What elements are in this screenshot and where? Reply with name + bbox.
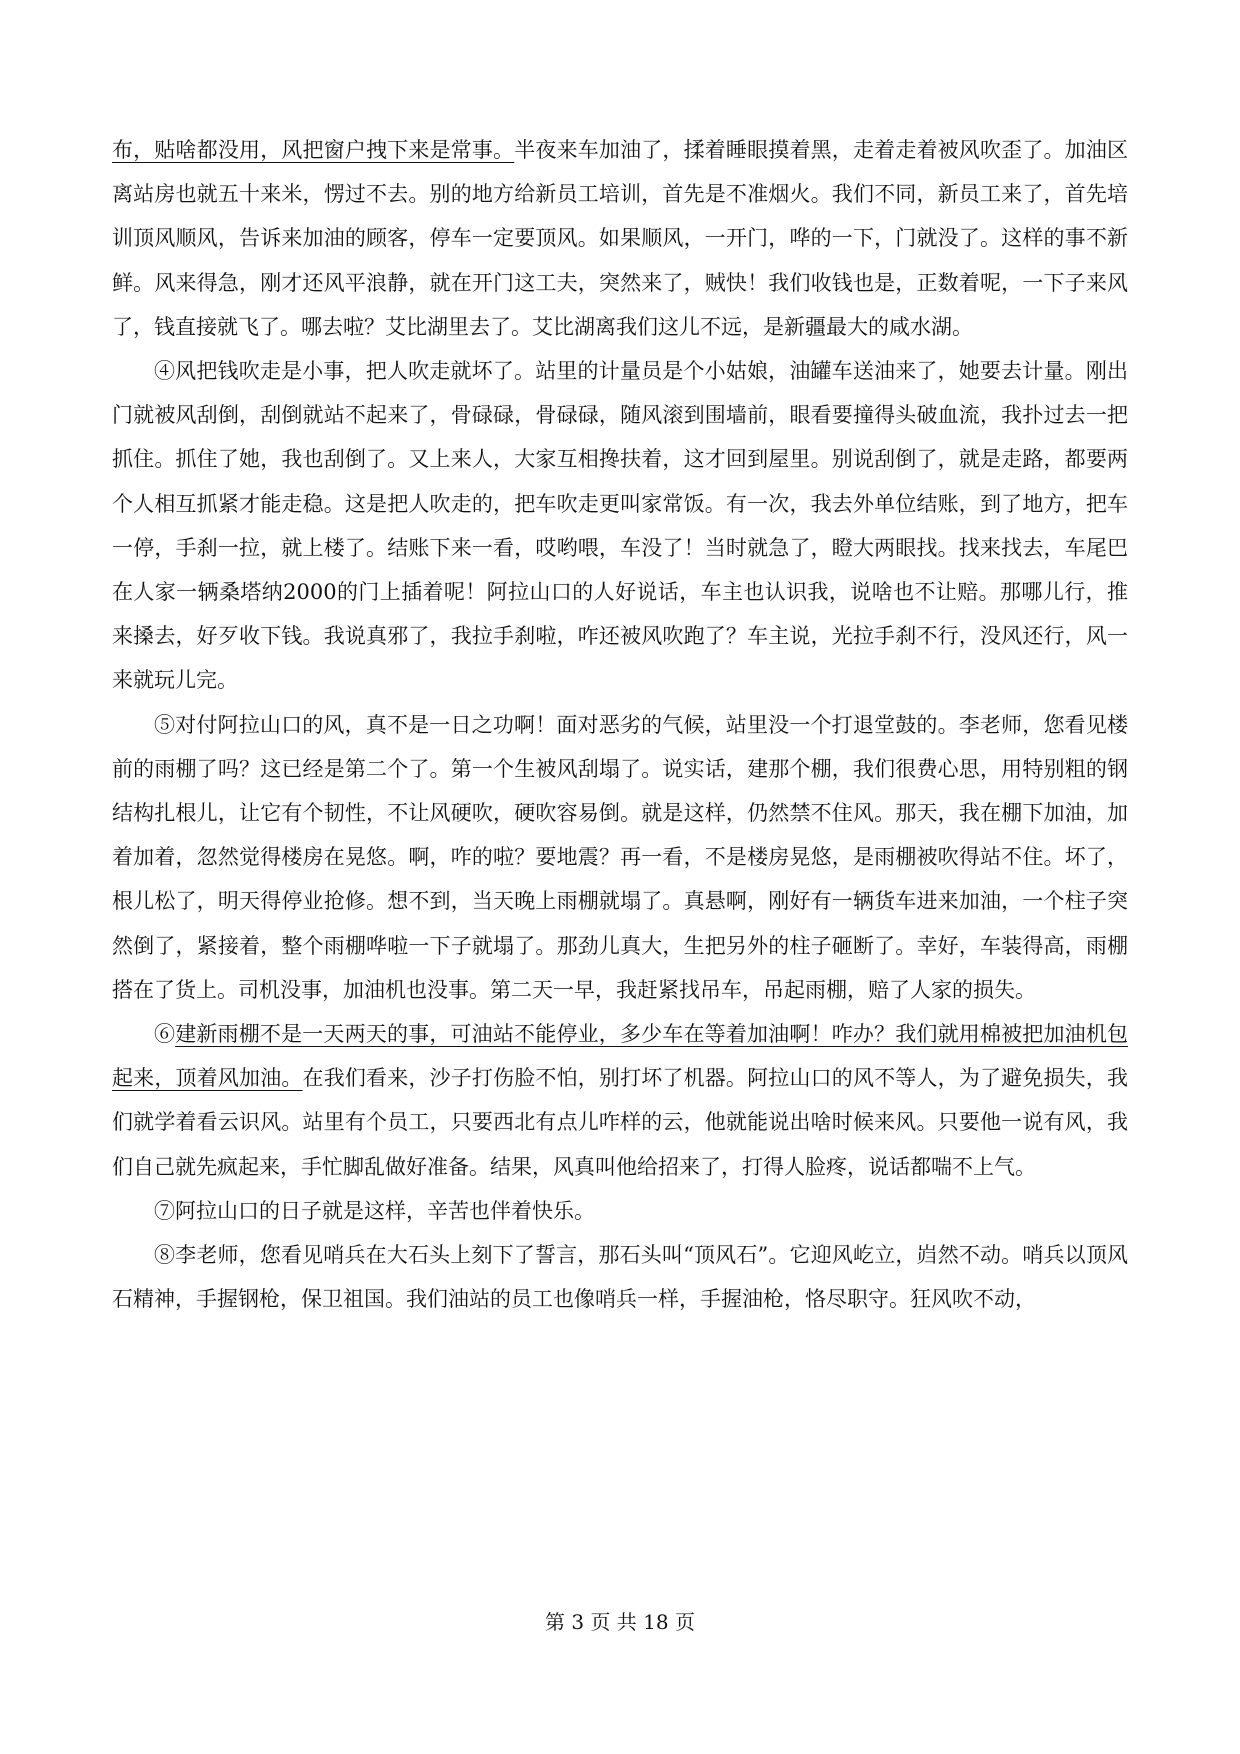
document-body <box>112 128 1128 1321</box>
underlined-sentence: 建新雨棚不是一天两天的事，可油站不能停业，多少车在等着加油啊！咋办？我们就用棉被把加油机包起来，顶着风加油。 <box>112 1022 1129 1091</box>
paragraph-text: 在我们看来，沙子打伤脸不怕，别打坏了机器。阿拉山口的风不等人，为了避免损失，我们就学着看云识风。站里有个员工，只要西北有点儿咋样的云，他就能说出啥时候来风。只要他一说有风，我们自己就先疯起来，手忙脚乱做好准备。结果，风真叫他给招来了，打得人脸疼，说话都喘不上气。 <box>112 1066 1128 1179</box>
page-number: 第 3 页 共 18 页 <box>545 1610 695 1634</box>
paragraph-3-continued <box>112 128 1128 349</box>
paragraph-8: ⑧李老师，您看见哨兵在大石头上刻下了誓言，那石头叫“顶风石”。它迎风屹立，岿然不动。哨兵以顶风石精神，手握钢枪，保卫祖国。我们油站的员工也像哨兵一样，手握油枪，恪尽职守。狂风吹不动， <box>112 1243 1128 1312</box>
paragraph-7: ⑦阿拉山口的日子就是这样，辛苦也伴着快乐。 <box>154 1198 595 1223</box>
paragraph-5: ⑤对付阿拉山口的风，真不是一日之功啊！面对恶劣的气候，站里没一个打退堂鼓的。李老师，您看见楼前的雨棚了吗？这已经是第二个了。第一个生被风刮塌了。说实话，建那个棚，我们很费心思，用特别粗的钢结构扎根儿，让它有个韧性，不让风硬吹，硬吹容易倒。就是这样，仍然禁不住风。那天，我在棚下加油，加着加着，忽然觉得楼房在晃悠。啊，咋的啦？要地震？再一看，不是楼房晃悠，是雨棚被吹得站不住。坏了，根儿松了，明天得停业抢修。想不到，当天晚上雨棚就塌了。真悬啊，刚好有一辆货车进来加油，一个柱子突然倒了，紧接着，整个雨棚哗啦一下子就塌了。那劲儿真大，生把另外的柱子砸断了。幸好，车装得高，雨棚搭在了货上。司机没事，加油机也没事。第二天一早，我赶紧找吊车，吊起雨棚，赔了人家的损失。 <box>112 712 1128 1002</box>
page-footer <box>0 1606 1240 1635</box>
underlined-sentence: 布，贴啥都没用，风把窗户拽下来是常事。 <box>112 138 515 162</box>
paragraph-marker: ⑥ <box>154 1022 176 1047</box>
paragraph-text: 半夜来车加油了，揉着睡眼摸着黑，走着走着被风吹歪了。加油区离站房也就五十来米，愣过不去。别的地方给新员工培训，首先是不准烟火。我们不同，新员工来了，首先培训顶风顺风，告诉来加油的顾客，停车一定要顶风。如果顺风，一开门，哗的一下，门就没了。这样的事不新鲜。风来得急，刚才还风平浪静，就在开门这工夫，突然来了，贼快！我们收钱也是，正数着呢，一下子来风了，钱直接就飞了。哪去啦？艾比湖里去了。艾比湖离我们这儿不远，是新疆最大的咸水湖。 <box>112 138 1128 339</box>
paragraph-4: ④风把钱吹走是小事，把人吹走就坏了。站里的计量员是个小姑娘，油罐车送油来了，她要去计量。刚出门就被风刮倒，刮倒就站不起来了，骨碌碌，骨碌碌，随风滚到围墙前，眼看要撞得头破血流，我扑过去一把抓住。抓住了她，我也刮倒了。又上来人，大家互相搀扶着，这才回到屋里。别说刮倒了，就是走路，都要两个人相互抓紧才能走稳。这是把人吹走的，把车吹走更叫家常饭。有一次，我去外单位结账，到了地方，把车一停，手刹一拉，就上楼了。结账下来一看，哎哟喂，车没了！当时就急了，瞪大两眼找。找来找去，车尾巴在人家一辆桑塔纳2000的门上插着呢！阿拉山口的人好说话，车主也认识我，说啥也不让赔。那哪儿行，推来搡去，好歹收下钱。我说真邪了，我拉手刹啦，咋还被风吹跑了？车主说，光拉手刹不行，没风还行，风一来就玩儿完。 <box>112 359 1128 693</box>
paragraph-6 <box>112 1012 1128 1189</box>
